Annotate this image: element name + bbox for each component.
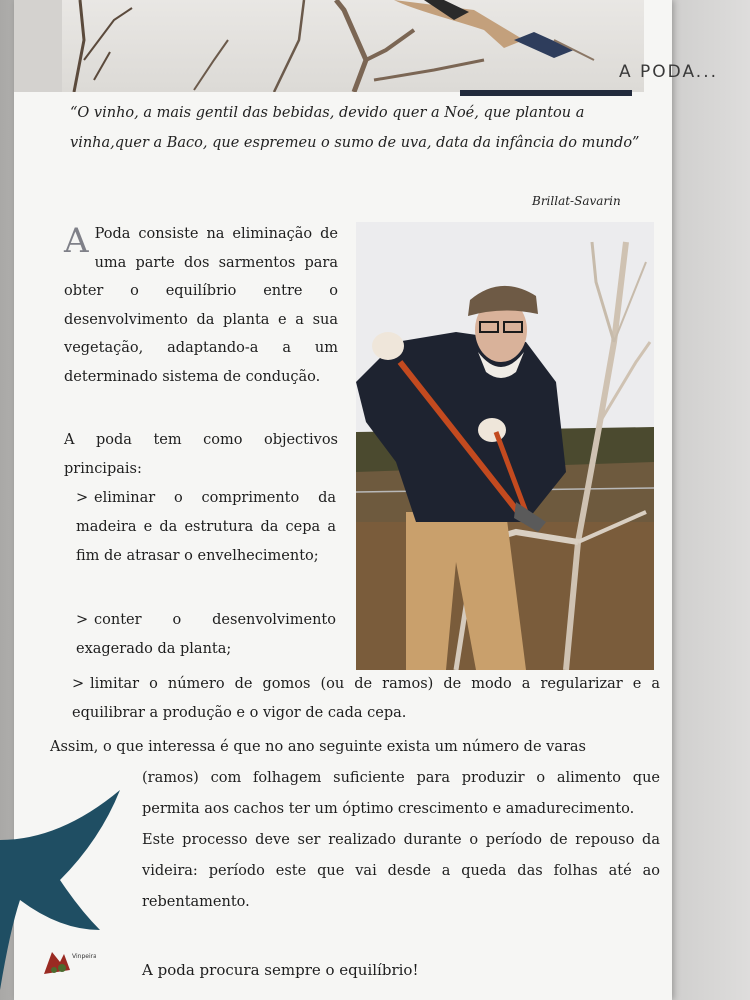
process-text: Este processo deve ser realizado durante o período de repouso da videira: período este que vai desde a queda das folhas até ao rebentamento. bbox=[142, 832, 660, 910]
bullet-marker: > bbox=[72, 676, 85, 692]
bullet-text: conter o desenvolvimento exagerado da planta; bbox=[76, 612, 336, 657]
pruning-photo bbox=[356, 222, 654, 670]
intro-text: Poda consiste na eliminação de uma parte dos sarmentos para obter o equilíbrio entre o desenvolvimento da planta e a sua vegetação, adaptando-a a um determinado sistema de condução. bbox=[64, 226, 338, 385]
right-background-wall bbox=[668, 0, 750, 1000]
header-vine-illustration bbox=[14, 0, 644, 92]
quote-text: “O vinho, a mais gentil das bebidas, devido quer a Noé, que plantou a vinha,quer a Baco, que espremeu o sumo de uva, data da infância do mundo” bbox=[70, 105, 640, 151]
vine-branch-illustration bbox=[14, 0, 644, 92]
logo-icon bbox=[40, 944, 96, 980]
intro-paragraph bbox=[64, 220, 338, 391]
bullet-text: limitar o número de gomos (ou de ramos) de modo a regularizar e a equilibrar a produção e o vigor de cada cepa. bbox=[72, 676, 660, 721]
logo bbox=[40, 944, 96, 984]
aims-heading: A poda tem como objectivos principais: bbox=[64, 432, 338, 477]
closing-first-line: Assim, o que interessa é que no ano seguinte exista um número de varas bbox=[50, 739, 586, 755]
closing-text: (ramos) com folhagem suficiente para produzir o alimento que permita aos cachos ter um óptimo crescimento e amadurecimento. bbox=[142, 770, 660, 817]
quote-author: Brillat-Savarin bbox=[532, 194, 621, 208]
drop-cap: A bbox=[64, 221, 89, 261]
logo-text: Vinpeira bbox=[72, 953, 96, 960]
list-item bbox=[76, 484, 336, 571]
final-statement: A poda procura sempre o equilíbrio! bbox=[142, 961, 419, 979]
bullet-text: eliminar o comprimento da madeira e da estrutura da cepa a fim de atrasar o envelhecimento; bbox=[76, 490, 336, 564]
closing-paragraph bbox=[142, 763, 660, 918]
list-item bbox=[76, 606, 336, 664]
bullet-marker: > bbox=[76, 490, 89, 506]
section-title: A PODA... bbox=[619, 62, 718, 82]
list-item bbox=[72, 670, 660, 728]
title-underline-bar bbox=[460, 90, 632, 96]
bullet-marker: > bbox=[76, 612, 89, 628]
